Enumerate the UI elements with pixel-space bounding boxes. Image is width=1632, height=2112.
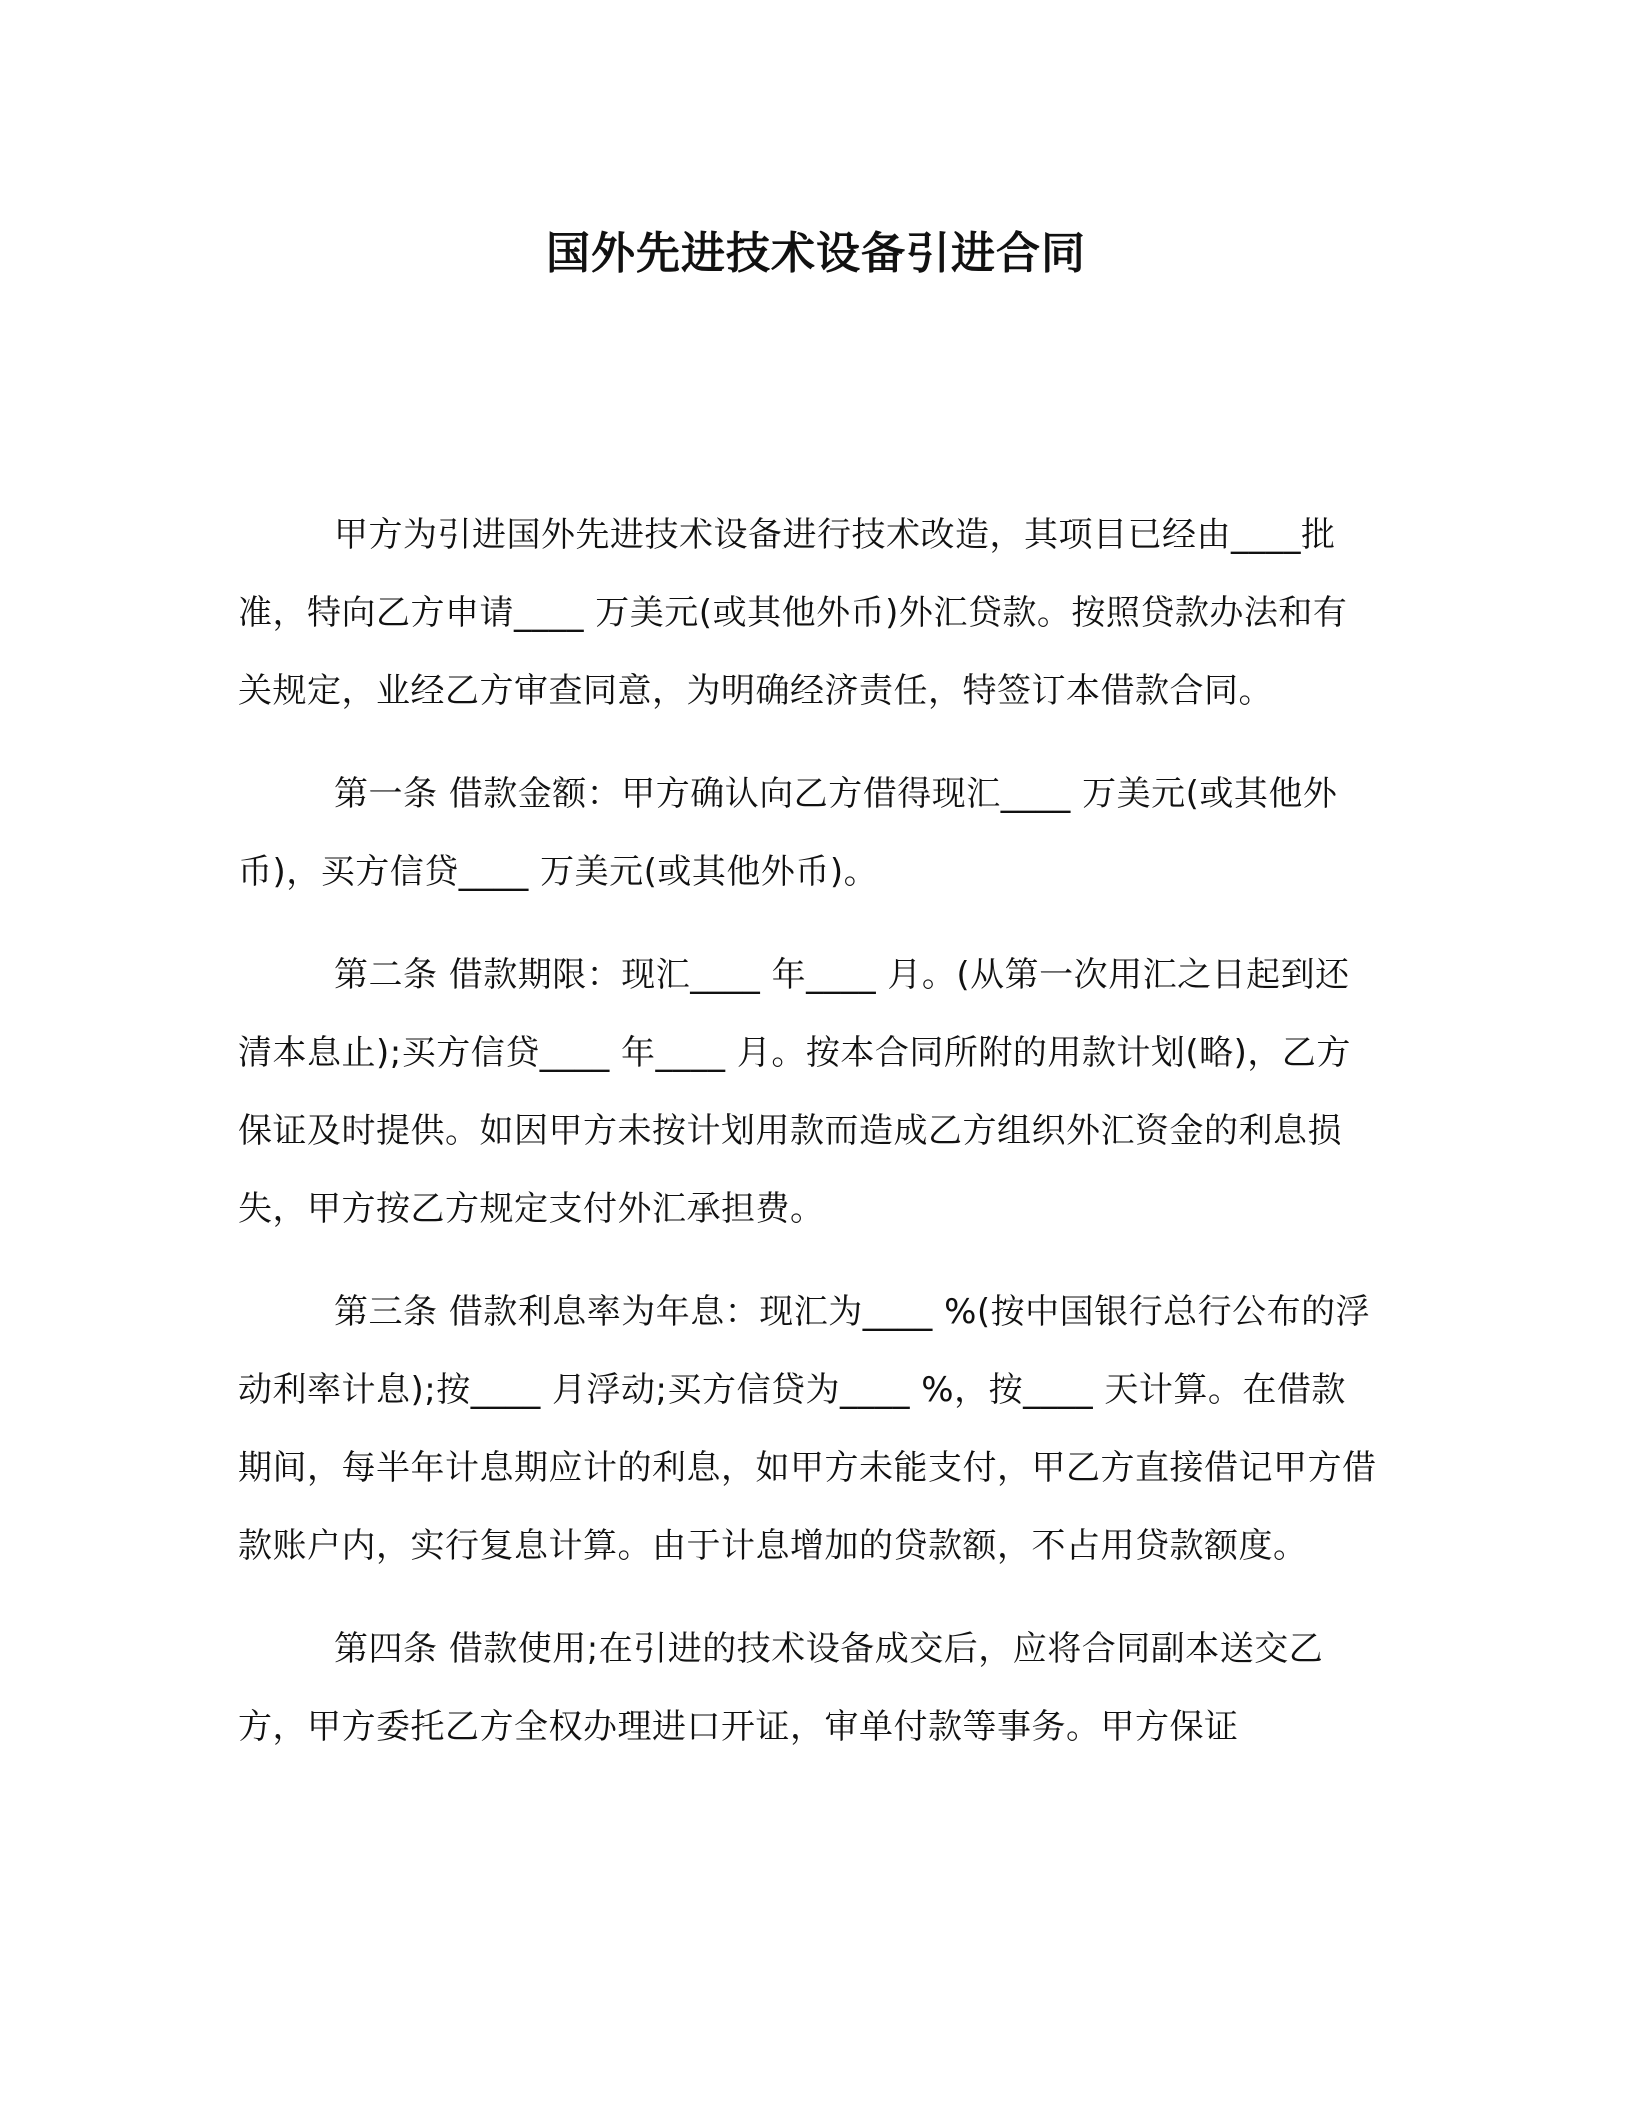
document-title: 国外先进技术设备引进合同 — [546, 228, 1086, 279]
document-body — [238, 496, 1378, 1791]
paragraph-article-1: 第一条 借款金额：甲方确认向乙方借得现汇____ 万美元(或其他外币)，买方信贷____ 万美元(或其他外币)。 — [238, 774, 1338, 892]
paragraph-intro: 甲方为引进国外先进技术设备进行技术改造，其项目已经由____批准，特向乙方申请____ 万美元(或其他外币)外汇贷款。按照贷款办法和有关规定，业经乙方审查同意，为明确经济责任，特签订本借款合同。 — [238, 515, 1348, 711]
paragraph-article-2: 第二条 借款期限：现汇____ 年____ 月。(从第一次用汇之日起到还清本息止);买方信贷____ 年____ 月。按本合同所附的用款计划(略)，乙方保证及时提供。如因甲方未按计划用款而造成乙方组织外汇资金的利息损失，甲方按乙方规定支付外汇承担费。 — [238, 955, 1351, 1229]
paragraph-article-3: 第三条 借款利息率为年息：现汇为____ %(按中国银行总行公布的浮动利率计息);按____ 月浮动;买方信贷为____ %，按____ 天计算。在借款期间，每半年计息期应计的利息，如甲方未能支付，甲乙方直接借记甲方借款账户内，实行复息计算。由于计息增加的贷款额，不占用贷款额度。 — [238, 1292, 1377, 1566]
paragraph-article-4: 第四条 借款使用;在引进的技术设备成交后，应将合同副本送交乙方，甲方委托乙方全权办理进口开证，审单付款等事务。甲方保证 — [238, 1629, 1324, 1747]
